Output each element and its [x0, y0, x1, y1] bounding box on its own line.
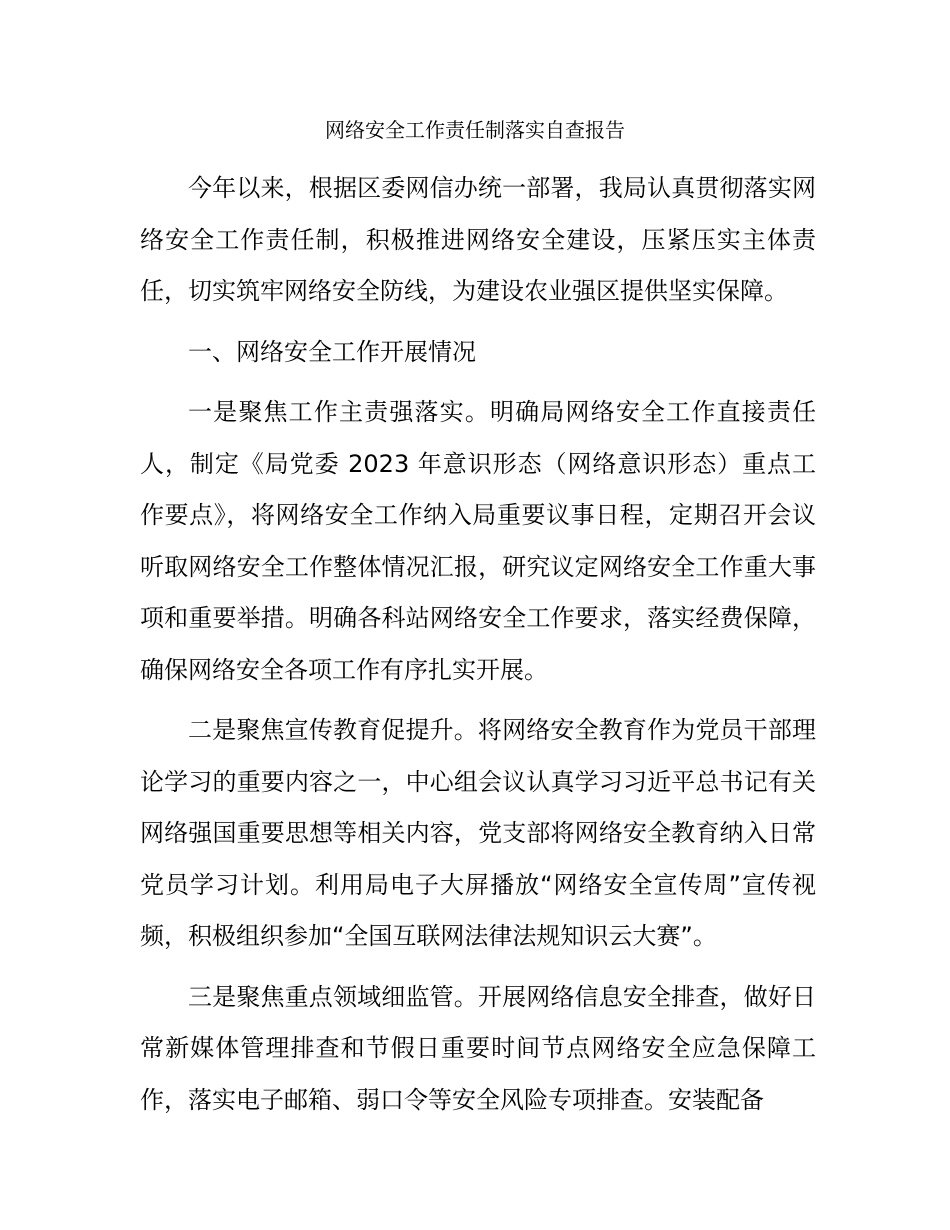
paragraph-1: 一是聚焦工作主责强落实。明确局网络安全工作直接责任人，制定《局党委 2023 年意识形态（网络意识形态）重点工作要点》，将网络安全工作纳入局重要议事日程，定期召开会议听取网络安全工作整体情况汇报，研究议定网络安全工作重大事项和重要举措。明确各科站网络安全工作要求，落实经费保障，确保网络安全各项工作有序扎实开展。	[140, 398, 816, 684]
document-body	[140, 163, 816, 1135]
document-title: 网络安全工作责任制落实自查报告	[325, 118, 625, 142]
paragraph-3: 三是聚焦重点领域细监管。开展网络信息安全排查，做好日常新媒体管理排查和节假日重要时间节点网络安全应急保障工作，落实电子邮箱、弱口令等安全风险专项排查。安装配备	[140, 982, 816, 1114]
intro-paragraph: 今年以来，根据区委网信办统一部署，我局认真贯彻落实网络安全工作责任制，积极推进网络安全建设，压紧压实主体责任，切实筑牢网络安全防线，为建设农业强区提供坚实保障。	[140, 174, 816, 305]
section-heading: 一、网络安全工作开展情况	[188, 337, 476, 366]
paragraph-2: 二是聚焦宣传教育促提升。将网络安全教育作为党员干部理论学习的重要内容之一，中心组会议认真学习习近平总书记有关网络强国重要思想等相关内容，党支部将网络安全教育纳入日常党员学习计划。利用局电子大屏播放“网络安全宣传周”宣传视频，积极组织参加“全国互联网法律法规知识云大赛”。	[140, 716, 816, 950]
